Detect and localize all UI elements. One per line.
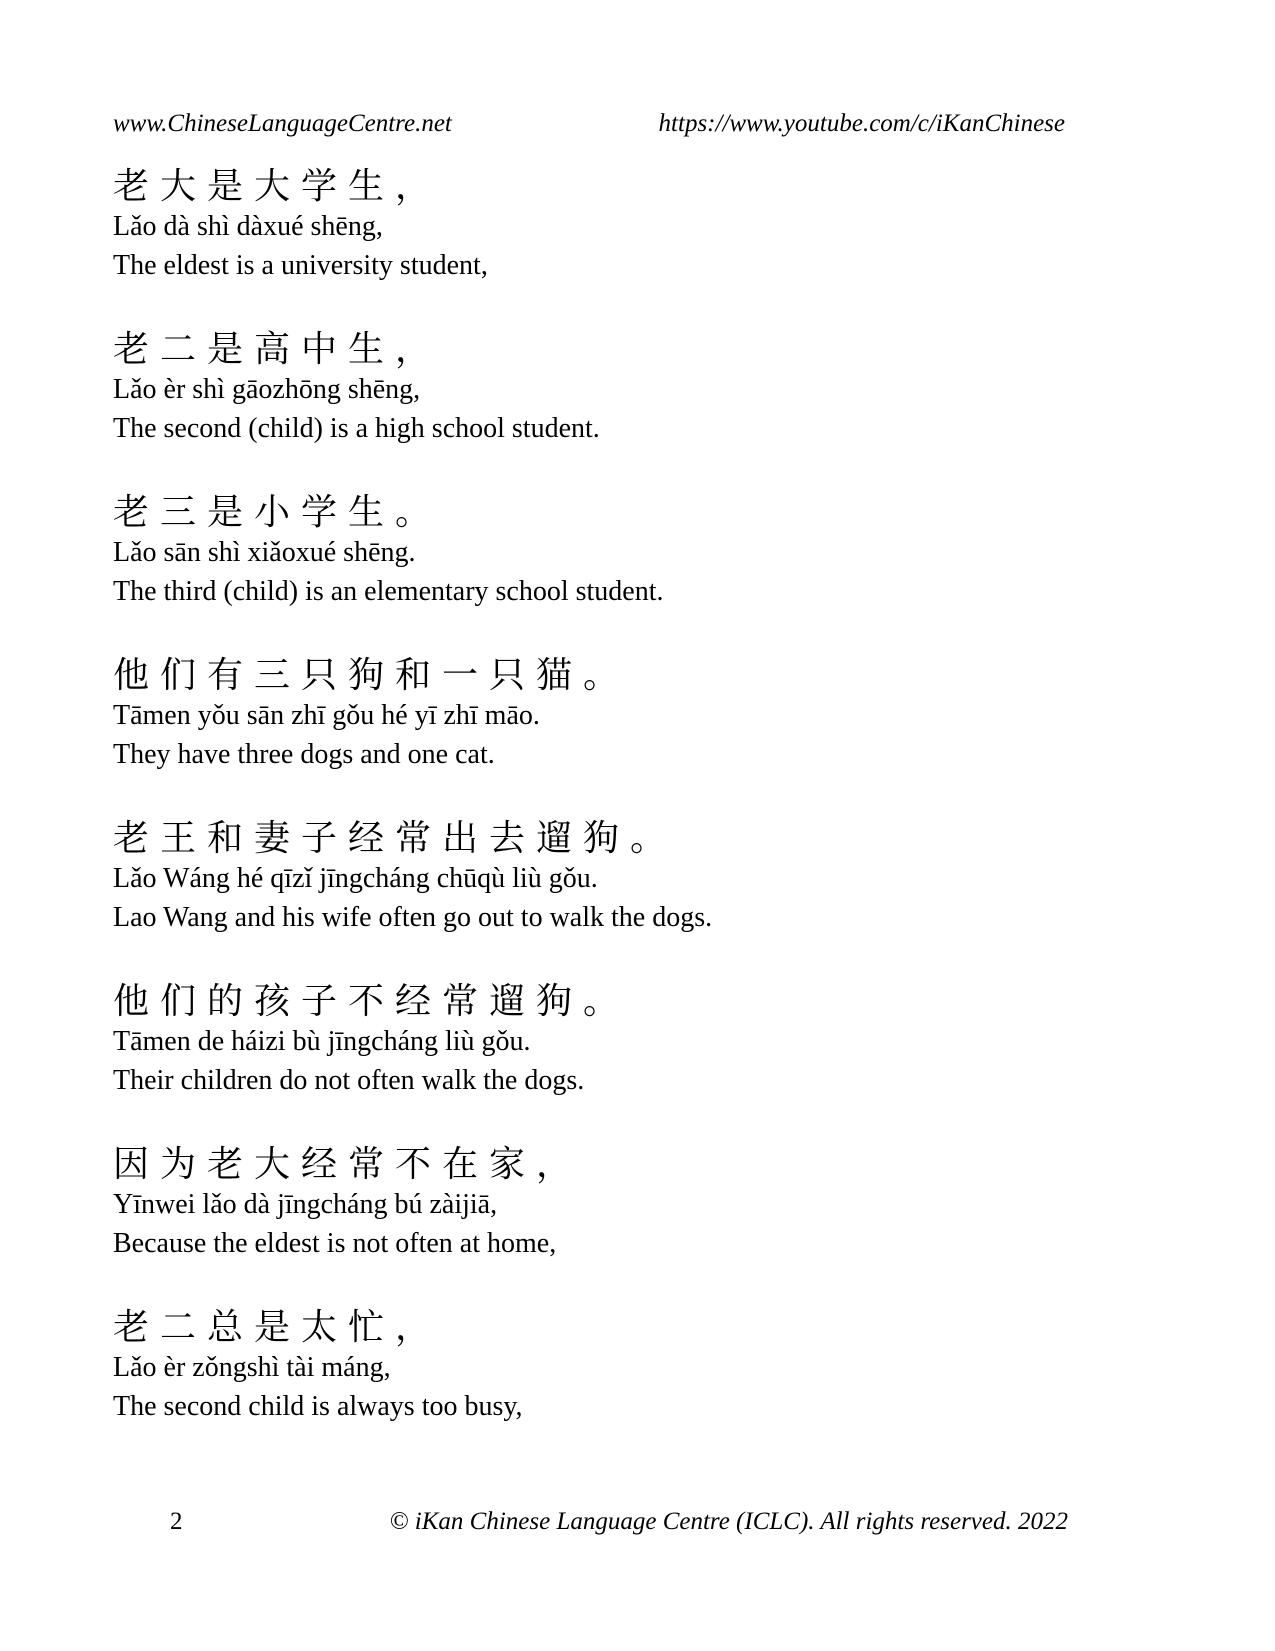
chinese-line: 老二是高中生， — [113, 329, 443, 369]
english-line: The third (child) is an elementary school student. — [113, 576, 664, 607]
stanza-4 — [113, 654, 1195, 774]
pinyin-line: Lǎo èr shì gāozhōng shēng, — [113, 374, 421, 405]
page-footer — [170, 1508, 1068, 1536]
pinyin-line: Lǎo dà shì dàxué shēng, — [113, 211, 383, 242]
english-line: Lao Wang and his wife often go out to walk the dogs. — [113, 902, 713, 933]
english-line: Their children do not often walk the dogs. — [113, 1065, 585, 1096]
copyright-notice: © iKan Chinese Language Centre (ICLC). All rights reserved. 2022 — [389, 1508, 1068, 1535]
stanza-8 — [113, 1306, 1195, 1426]
english-line: The second child is always too busy, — [113, 1391, 523, 1422]
stanza-1 — [113, 165, 1195, 285]
pinyin-line: Yīnwei lǎo dà jīngcháng bú zàijiā, — [113, 1189, 498, 1220]
chinese-line: 老二总是太忙， — [113, 1307, 443, 1347]
stanza-6 — [113, 980, 1195, 1100]
chinese-line: 老三是小学生。 — [113, 492, 443, 532]
page-header — [113, 110, 1065, 138]
chinese-line: 老王和妻子经常出去遛狗。 — [113, 818, 678, 858]
chinese-line: 因为老大经常不在家， — [113, 1144, 584, 1184]
pinyin-line: Lǎo èr zǒngshì tài máng, — [113, 1352, 391, 1383]
stanza-2 — [113, 328, 1195, 448]
english-line: The second (child) is a high school student. — [113, 413, 600, 444]
header-left-url: www.ChineseLanguageCentre.net — [113, 110, 452, 137]
chinese-line: 他们有三只狗和一只猫。 — [113, 655, 631, 695]
english-line: Because the eldest is not often at home, — [113, 1228, 557, 1259]
pinyin-line: Lǎo Wáng hé qīzǐ jīngcháng chūqù liù gǒu. — [113, 863, 598, 894]
pinyin-line: Tāmen yǒu sān zhī gǒu hé yī zhī māo. — [113, 700, 540, 731]
stanza-3 — [113, 491, 1195, 611]
stanza-5 — [113, 817, 1195, 937]
pinyin-line: Tāmen de háizi bù jīngcháng liù gǒu. — [113, 1026, 531, 1057]
stanza-7 — [113, 1143, 1195, 1263]
lesson-content — [113, 165, 1195, 1469]
header-right-url: https://www.youtube.com/c/iKanChinese — [658, 110, 1065, 137]
chinese-line: 他们的孩子不经常遛狗。 — [113, 981, 631, 1021]
pinyin-line: Lǎo sān shì xiǎoxué shēng. — [113, 537, 416, 568]
english-line: The eldest is a university student, — [113, 250, 488, 281]
page-number: 2 — [170, 1508, 183, 1535]
chinese-line: 老大是大学生， — [113, 166, 443, 206]
english-line: They have three dogs and one cat. — [113, 739, 495, 770]
